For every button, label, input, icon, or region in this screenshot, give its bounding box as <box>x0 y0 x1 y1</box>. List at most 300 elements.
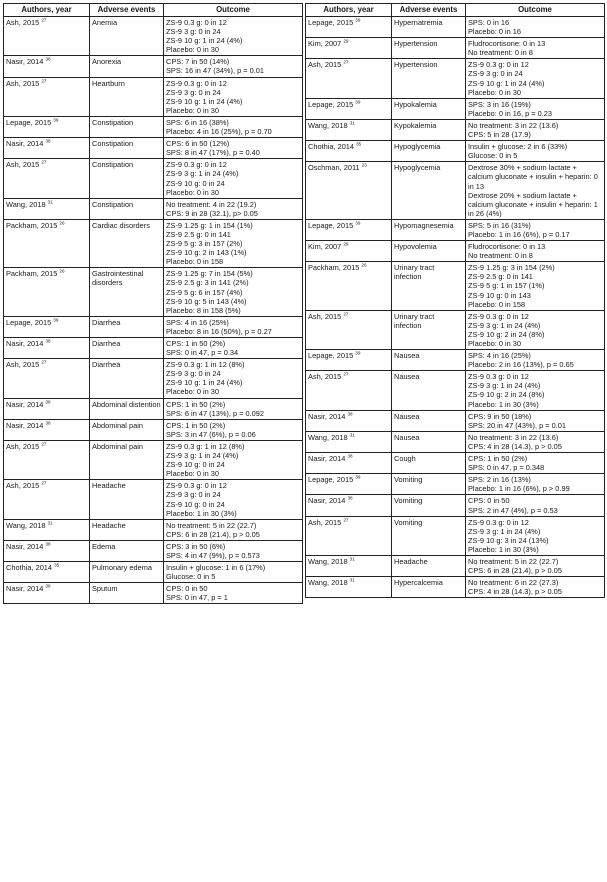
author-year-cell <box>306 98 392 119</box>
table-row <box>306 262 605 310</box>
table-row <box>4 562 303 583</box>
outcome-cell <box>164 77 303 116</box>
outcome-line: ZS-9 1.25 g: 3 in 154 (2%) <box>468 263 555 273</box>
adverse-events-table-right <box>305 3 605 598</box>
adverse-event: Abdominal distention <box>90 398 164 419</box>
outcome-line: ZS-9 3 g: 0 in 24 <box>166 490 221 500</box>
author-year: Nasir, 2014 <box>308 496 346 506</box>
author-year: Ash, 2015 <box>308 517 342 527</box>
author-year-cell <box>4 398 90 419</box>
outcome-cell <box>466 516 605 555</box>
reference-number: 39 <box>355 350 361 356</box>
outcome-line: SPS: 3 in 47 (6%), p = 0.06 <box>166 429 256 439</box>
author-year: Nasir, 2014 <box>308 454 346 464</box>
adverse-event: Diarrhea <box>90 338 164 359</box>
outcome-line: ZS-9 10 g: 5 in 143 (4%) <box>166 296 247 306</box>
adverse-event: Anemia <box>90 17 164 56</box>
outcome-line: Placebo: 8 in 158 (5%) <box>166 305 241 315</box>
adverse-event: Nausea <box>392 431 466 452</box>
adverse-event: Hypercalcemia <box>392 577 466 598</box>
outcome-line: ZS-9 10 g: 1 in 24 (4%) <box>166 96 243 106</box>
outcome-line: Placebo: 0 in 16 <box>468 27 522 37</box>
outcome-cell <box>164 159 303 198</box>
adverse-event: Abdominal pain <box>90 419 164 440</box>
table-row <box>306 495 605 516</box>
outcome-cell <box>466 474 605 495</box>
author-year-cell <box>306 495 392 516</box>
reference-number: 38 <box>45 399 51 405</box>
author-year: Ash, 2015 <box>308 60 342 70</box>
author-year-cell <box>4 583 90 604</box>
outcome-cell <box>466 59 605 98</box>
reference-number: 26 <box>59 268 65 274</box>
author-year: Lepage, 2015 <box>308 351 354 361</box>
outcome-line: CPS: 0 in 50 <box>166 584 208 594</box>
author-year-cell <box>306 38 392 59</box>
author-year: Packham, 2015 <box>6 220 58 230</box>
table-row <box>306 577 605 598</box>
author-year: Nasir, 2014 <box>6 420 44 430</box>
outcome-line: SPS: 2 in 16 (13%) <box>468 475 531 485</box>
author-year: Kim, 2007 <box>308 39 342 49</box>
author-year: Nasir, 2014 <box>6 57 44 67</box>
outcome-cell <box>466 453 605 474</box>
author-year: Oschman, 2011 <box>308 163 360 173</box>
adverse-event: Vomiting <box>392 516 466 555</box>
outcome-cell <box>466 119 605 140</box>
outcome-cell <box>466 219 605 240</box>
outcome-line: CPS: 6 in 50 (12%) <box>166 139 230 149</box>
outcome-line: CPS: 0 in 50 <box>468 496 510 506</box>
outcome-line: ZS-9 3 g: 1 in 24 (4%) <box>468 320 541 330</box>
reference-number: 38 <box>347 411 353 417</box>
table-row <box>306 410 605 431</box>
adverse-event: Vomiting <box>392 495 466 516</box>
outcome-cell <box>466 141 605 162</box>
adverse-event: Hypertension <box>392 38 466 59</box>
header-outcome: Outcome <box>164 4 303 17</box>
outcome-line: CPS: 1 in 50 (2%) <box>468 454 528 464</box>
outcome-cell <box>164 440 303 479</box>
reference-number: 35 <box>356 141 362 147</box>
author-year-cell <box>4 219 90 267</box>
left-table-column <box>3 3 302 604</box>
adverse-event: Hypomagnesemia <box>392 219 466 240</box>
outcome-line: Placebo: 1 in 30 (3%) <box>468 399 539 409</box>
outcome-cell <box>164 268 303 316</box>
outcome-line: CPS: 7 in 50 (14%) <box>166 57 230 67</box>
adverse-event: Hypokalemia <box>392 98 466 119</box>
reference-number: 27 <box>41 480 47 486</box>
adverse-event: Edema <box>90 540 164 561</box>
author-year: Chothia, 2014 <box>308 142 355 152</box>
reference-number: 31 <box>349 577 355 583</box>
outcome-cell <box>466 431 605 452</box>
outcome-line: Placebo: 4 in 16 (25%), p = 0.70 <box>166 127 272 137</box>
outcome-cell <box>466 17 605 38</box>
table-row <box>4 219 303 267</box>
adverse-event: Nausea <box>392 410 466 431</box>
outcome-cell <box>466 262 605 310</box>
outcome-line: CPS: 6 in 28 (21.4), p > 0.05 <box>166 529 260 539</box>
adverse-event: Headache <box>392 555 466 576</box>
adverse-event: Nausea <box>392 350 466 371</box>
table-row <box>4 17 303 56</box>
author-year: Ash, 2015 <box>6 441 40 451</box>
outcome-line: Placebo: 1 in 30 (3%) <box>468 544 539 554</box>
author-year: Lepage, 2015 <box>308 18 354 27</box>
outcome-line: SPS: 4 in 47 (9%), p = 0.573 <box>166 550 260 560</box>
outcome-line: ZS-9 5 g: 6 in 157 (4%) <box>166 287 243 297</box>
table-row <box>4 159 303 198</box>
table-row <box>4 540 303 561</box>
author-year-cell <box>306 219 392 240</box>
reference-number: 39 <box>355 99 361 105</box>
outcome-line: ZS-9 10 g: 0 in 24 <box>166 499 225 509</box>
header-authors: Authors, year <box>4 4 90 17</box>
adverse-event: Vomiting <box>392 474 466 495</box>
reference-number: 38 <box>347 495 353 501</box>
outcome-line: No treatment: 4 in 22 (19.2) <box>166 199 257 209</box>
table-row <box>4 419 303 440</box>
outcome-line: SPS: 4 in 16 (25%) <box>468 351 531 361</box>
author-year: Ash, 2015 <box>6 481 40 491</box>
author-year: Nasir, 2014 <box>6 139 44 149</box>
header-adverse-events: Adverse events <box>90 4 164 17</box>
outcome-cell <box>164 480 303 519</box>
outcome-line: SPS: 4 in 16 (25%) <box>166 317 229 327</box>
adverse-event: Anorexia <box>90 56 164 77</box>
adverse-event: Constipation <box>90 138 164 159</box>
author-year-cell <box>4 17 90 56</box>
table-row <box>4 316 303 337</box>
reference-number: 31 <box>349 556 355 562</box>
adverse-event: Hypertension <box>392 59 466 98</box>
adverse-event: Gastrointestinal disorders <box>90 268 164 316</box>
outcome-line: SPS: 20 in 47 (43%), p = 0.01 <box>468 420 566 430</box>
outcome-cell <box>164 359 303 398</box>
reference-number: 38 <box>45 541 51 547</box>
outcome-cell <box>164 198 303 219</box>
outcome-line: SPS: 6 in 47 (13%), p = 0.092 <box>166 408 264 418</box>
outcome-line: No treatment: 5 in 22 (22.7) <box>468 556 559 566</box>
author-year: Lepage, 2015 <box>6 317 52 327</box>
outcome-cell <box>466 98 605 119</box>
adverse-events-table-left <box>3 3 303 604</box>
outcome-line: ZS-9 10 g: 1 in 24 (4%) <box>166 378 243 388</box>
outcome-line: ZS-9 1.25 g: 7 in 154 (5%) <box>166 269 253 279</box>
reference-number: 39 <box>53 317 59 323</box>
adverse-event: Diarrhea <box>90 316 164 337</box>
author-year-cell <box>4 562 90 583</box>
author-year: Wang, 2018 <box>308 120 348 130</box>
outcome-line: SPS: 0 in 47, p = 1 <box>166 593 228 603</box>
author-year: Ash, 2015 <box>6 160 40 170</box>
table-header-row <box>4 4 303 17</box>
outcome-line: CPS: 1 in 50 (2%) <box>166 420 226 430</box>
outcome-cell <box>466 350 605 371</box>
author-year-cell <box>306 59 392 98</box>
outcome-line: Dextrose 20% + sodium lactate + calcium gluconate + insulin + heparin: 1 in 26 (4%) <box>468 190 598 218</box>
reference-number: 38 <box>45 138 51 144</box>
outcome-line: Glucose: 0 in 5 <box>468 151 518 161</box>
outcome-line: Placebo: 0 in 30 <box>166 469 220 479</box>
outcome-line: No treatment: 5 in 22 (22.7) <box>166 520 257 530</box>
outcome-line: Dextrose 30% + sodium lactate + calcium gluconate + insulin + heparin: 0 in 13 <box>468 163 598 191</box>
table-row <box>306 453 605 474</box>
outcome-line: ZS-9 2.5 g: 0 in 141 <box>166 229 231 239</box>
reference-number: 29 <box>343 38 349 44</box>
outcome-line: Placebo: 0 in 30 <box>468 339 522 348</box>
reference-number: 31 <box>349 432 355 438</box>
adverse-event: Headache <box>90 480 164 519</box>
table-row <box>4 583 303 604</box>
author-year-cell <box>306 310 392 349</box>
author-year: Ash, 2015 <box>308 311 342 321</box>
reference-number: 23 <box>361 162 367 168</box>
outcome-line: CPS: 3 in 50 (6%) <box>166 541 226 551</box>
author-year-cell <box>306 17 392 38</box>
author-year-cell <box>306 162 392 220</box>
outcome-line: ZS-9 10 g: 1 in 24 (4%) <box>468 78 545 88</box>
adverse-event: Hypernatremia <box>392 17 466 38</box>
table-row <box>4 116 303 137</box>
reference-number: 31 <box>349 120 355 126</box>
outcome-line: SPS: 8 in 47 (17%), p = 0.40 <box>166 148 260 158</box>
right-table-column <box>305 3 604 598</box>
outcome-line: ZS-9 3 g: 1 in 24 (4%) <box>166 451 239 461</box>
outcome-cell <box>164 519 303 540</box>
outcome-cell <box>164 419 303 440</box>
adverse-event: Diarrhea <box>90 359 164 398</box>
outcome-cell <box>164 138 303 159</box>
outcome-line: SPS: 3 in 16 (19%) <box>468 99 531 109</box>
outcome-cell <box>164 562 303 583</box>
table-row <box>306 555 605 576</box>
outcome-line: SPS: 5 in 16 (31%) <box>468 220 531 230</box>
outcome-line: Placebo: 0 in 158 <box>468 299 526 309</box>
reference-number: 27 <box>343 517 349 523</box>
outcome-line: Placebo: 2 in 16 (13%), p = 0.65 <box>468 360 574 370</box>
outcome-line: Insulin + glucose: 1 in 6 (17%) <box>166 563 266 573</box>
outcome-line: ZS-9 0.3 g: 0 in 12 <box>166 160 227 170</box>
outcome-line: ZS-9 3 g: 0 in 24 <box>468 69 523 79</box>
outcome-cell <box>164 219 303 267</box>
author-year-cell <box>306 119 392 140</box>
outcome-line: SPS: 2 in 47 (4%), p = 0.53 <box>468 505 558 515</box>
table-row <box>306 141 605 162</box>
outcome-cell <box>164 116 303 137</box>
outcome-line: ZS-9 3 g: 1 in 24 (4%) <box>468 526 541 536</box>
table-header-row <box>306 4 605 17</box>
table-body-right <box>306 17 605 598</box>
author-year-cell <box>4 268 90 316</box>
outcome-cell <box>164 398 303 419</box>
reference-number: 38 <box>45 56 51 62</box>
outcome-cell <box>466 577 605 598</box>
outcome-line: CPS: 1 in 50 (2%) <box>166 399 226 409</box>
outcome-line: Placebo: 0 in 30 <box>166 187 220 197</box>
outcome-line: CPS: 5 in 28 (17.9) <box>468 130 531 140</box>
author-year-cell <box>4 77 90 116</box>
table-row <box>306 310 605 349</box>
reference-number: 29 <box>343 241 349 247</box>
outcome-line: ZS-9 0.3 g: 0 in 12 <box>468 311 529 321</box>
author-year: Chothia, 2014 <box>6 563 53 573</box>
outcome-line: SPS: 0 in 47, p = 0.348 <box>468 463 545 473</box>
outcome-line: CPS: 4 in 28 (14.3), p > 0.05 <box>468 587 562 597</box>
outcome-line: ZS-9 10 g: 3 in 24 (13%) <box>468 535 549 545</box>
table-row <box>4 359 303 398</box>
table-row <box>306 38 605 59</box>
author-year-cell <box>4 159 90 198</box>
outcome-line: ZS-9 10 g: 2 in 24 (8%) <box>468 329 545 339</box>
adverse-event: Constipation <box>90 198 164 219</box>
adverse-event: Hypovolemia <box>392 241 466 262</box>
table-row <box>4 198 303 219</box>
author-year-cell <box>4 440 90 479</box>
outcome-line: SPS: 6 in 16 (38%) <box>166 117 229 127</box>
outcome-cell <box>466 241 605 262</box>
outcome-line: ZS-9 0.3 g: 0 in 12 <box>166 481 227 491</box>
outcome-line: ZS-9 5 g: 1 in 157 (1%) <box>468 281 545 291</box>
author-year: Nasir, 2014 <box>6 541 44 551</box>
outcome-line: SPS: 16 in 47 (34%), p = 0.01 <box>166 66 264 76</box>
table-row <box>4 56 303 77</box>
outcome-cell <box>466 371 605 410</box>
outcome-line: ZS-9 10 g: 0 in 143 <box>468 290 531 300</box>
author-year-cell <box>306 410 392 431</box>
author-year: Nasir, 2014 <box>6 399 44 409</box>
header-adverse-events: Adverse events <box>392 4 466 17</box>
reference-number: 39 <box>53 117 59 123</box>
reference-number: 26 <box>361 262 367 268</box>
adverse-event: Constipation <box>90 116 164 137</box>
outcome-cell <box>466 410 605 431</box>
outcome-line: Placebo: 0 in 30 <box>166 387 220 397</box>
outcome-line: CPS: 4 in 28 (14.3), p > 0.05 <box>468 441 562 451</box>
author-year-cell <box>4 138 90 159</box>
outcome-line: ZS-9 10 g: 2 in 143 (1%) <box>166 248 247 258</box>
author-year: Ash, 2015 <box>308 372 342 382</box>
author-year: Lepage, 2015 <box>6 117 52 127</box>
outcome-line: Fludrocortisone: 0 in 13 <box>468 39 546 49</box>
outcome-line: Placebo: 0 in 16, p = 0.23 <box>468 108 553 118</box>
reference-number: 27 <box>343 371 349 377</box>
author-year-cell <box>306 241 392 262</box>
outcome-line: No treatment: 0 in 8 <box>468 48 533 58</box>
table-row <box>4 268 303 316</box>
outcome-line: ZS-9 0.3 g: 0 in 12 <box>468 372 529 382</box>
adverse-event: Constipation <box>90 159 164 198</box>
outcome-line: SPS: 0 in 47, p = 0.34 <box>166 348 239 358</box>
author-year-cell <box>306 371 392 410</box>
outcome-line: CPS: 6 in 28 (21.4), p > 0.05 <box>468 566 562 576</box>
outcome-line: Fludrocortisone: 0 in 13 <box>468 242 546 252</box>
table-row <box>4 480 303 519</box>
author-year: Packham, 2015 <box>6 269 58 279</box>
author-year: Wang, 2018 <box>6 520 46 530</box>
adverse-event: Heartburn <box>90 77 164 116</box>
table-row <box>306 219 605 240</box>
outcome-line: Placebo: 0 in 30 <box>166 105 220 115</box>
table-row <box>306 162 605 220</box>
table-row <box>306 516 605 555</box>
reference-number: 27 <box>41 17 47 23</box>
author-year-cell <box>4 519 90 540</box>
outcome-cell <box>466 38 605 59</box>
outcome-line: ZS-9 10 g: 1 in 24 (4%) <box>166 36 243 46</box>
reference-number: 27 <box>41 78 47 84</box>
table-row <box>306 474 605 495</box>
author-year: Nasir, 2014 <box>6 584 44 594</box>
table-row <box>4 77 303 116</box>
outcome-line: Placebo: 1 in 16 (6%), p = 0.17 <box>468 229 570 239</box>
outcome-line: Placebo: 1 in 30 (3%) <box>166 508 237 518</box>
table-body-left <box>4 17 303 604</box>
outcome-line: CPS: 9 in 50 (18%) <box>468 411 532 421</box>
author-year-cell <box>4 359 90 398</box>
adverse-event: Sputum <box>90 583 164 604</box>
reference-number: 39 <box>355 220 361 226</box>
reference-number: 27 <box>41 359 47 365</box>
author-year-cell <box>306 474 392 495</box>
author-year: Lepage, 2015 <box>308 475 354 485</box>
author-year-cell <box>306 431 392 452</box>
outcome-line: No treatment: 3 in 22 (13.6) <box>468 432 559 442</box>
reference-number: 38 <box>45 583 51 589</box>
table-row <box>306 17 605 38</box>
reference-number: 35 <box>54 562 60 568</box>
outcome-line: SPS: 0 in 16 <box>468 18 510 27</box>
outcome-cell <box>164 17 303 56</box>
table-row <box>4 338 303 359</box>
reference-number: 27 <box>41 441 47 447</box>
author-year-cell <box>4 419 90 440</box>
table-row <box>306 371 605 410</box>
outcome-line: Insulin + glucose: 2 in 6 (33%) <box>468 142 568 152</box>
outcome-line: ZS-9 10 g: 0 in 24 <box>166 460 225 470</box>
author-year: Ash, 2015 <box>6 78 40 88</box>
author-year-cell <box>4 198 90 219</box>
author-year-cell <box>4 338 90 359</box>
outcome-line: Placebo: 8 in 16 (50%), p = 0.27 <box>166 326 272 336</box>
table-row <box>306 98 605 119</box>
outcome-line: Placebo: 0 in 30 <box>468 87 522 97</box>
adverse-event: Headache <box>90 519 164 540</box>
outcome-cell <box>164 583 303 604</box>
outcome-line: ZS-9 5 g: 3 in 157 (2%) <box>166 239 243 249</box>
outcome-line: ZS-9 0.3 g: 0 in 12 <box>468 60 529 70</box>
outcome-line: Glucose: 0 in 5 <box>166 572 216 582</box>
outcome-line: ZS-9 10 g: 0 in 24 <box>166 178 225 188</box>
adverse-event: Hypoglycemia <box>392 162 466 220</box>
author-year-cell <box>306 453 392 474</box>
reference-number: 27 <box>343 59 349 65</box>
author-year-cell <box>4 480 90 519</box>
outcome-cell <box>164 338 303 359</box>
author-year-cell <box>4 316 90 337</box>
author-year-cell <box>306 262 392 310</box>
reference-number: 38 <box>347 453 353 459</box>
reference-number: 38 <box>45 338 51 344</box>
outcome-line: ZS-9 0.3 g: 0 in 12 <box>468 517 529 527</box>
outcome-line: No treatment: 6 in 22 (27.3) <box>468 578 559 588</box>
outcome-line: Placebo: 0 in 158 <box>166 257 224 267</box>
adverse-event: Urinary tract infection <box>392 262 466 310</box>
reference-number: 39 <box>355 17 361 23</box>
outcome-line: ZS-9 3 g: 1 in 24 (4%) <box>166 169 239 179</box>
